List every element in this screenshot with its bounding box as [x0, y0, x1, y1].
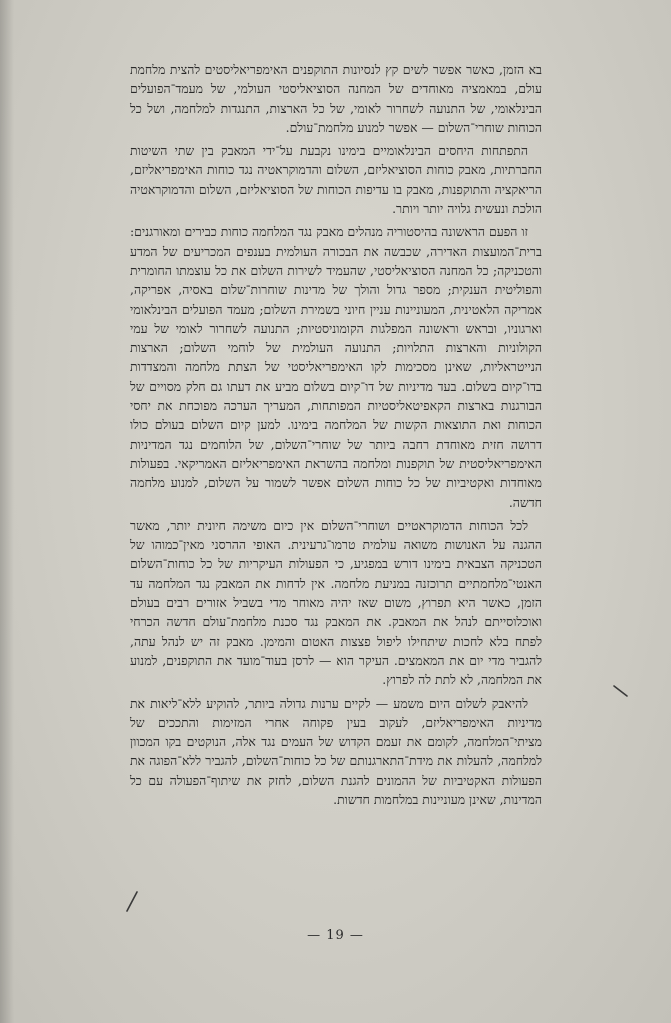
paragraph-1: בא הזמן, כאשר אפשר לשים קץ לנסיונות התוקפנים האימפריאליסטים להצית מלחמת עולם, במאמציה מאוחדים של המחנה הסוציאליסטי העולמי, של מעמד־הפועלים הבינלאומי, של התנועה לשחרור לאומי, של כל הארצות, התנגדות למלחמה, ושל כל הכוחות שוחרי־השלום — אפשר למנוע מלחמת־עולם. [130, 62, 542, 135]
paragraph-3: זו הפעם הראשונה בהיסטוריה מנהלים מאבק נגד המלחמה כוחות כבירים ומאורגנים: ברית־המועצות האדירה, שכבשה את הבכורה העולמית בענפים המכריעים של המדע והטכניקה; כל המחנה הסוציאליסטי, שהעמיד לשירות השלום את כל עוצמתו החומרית והפוליטית הענקית; מספר גדול והולך של מדינות שוחרות־שלום באסיה, אפריקה, אמריקה הלאטינית, המעוניינות עניין חיוני בשמירת השלום; מעמד הפועלים הבינלאומי וארגוניו, ובראש וראשונה המפלגות הקומוניסטיות; התנועה לשחרור לאומי של עמי הקולוניות והארצות התלויות; התנועה העולמית של לוחמי השלום; הארצות הנייטראליות, שאינן מסכימות לקו האימפריאליסטי של הצתת מלחמה והמצדדות בדו־קיום בשלום. בעד מדיניות של דו־קיום בשלום מביע את דעתו גם חלק מסויים של הבורגנות בארצות הקאפיטאליסטיות המפותחות, המעריך הערכה מפוכחת את יחסי הכוחות ואת התוצאות הקשות של המלחמה בימינו. למען קיום השלום בעולם כולו דרושה חזית מאוחדת רחבה ביותר של שוחרי־השלום, של הלוחמים נגד המדיניות האימפריאליסטית של תוקפנות ומלחמה בהשראת האימפריאליזם האמריקאי. בפעולות מאוחדות ואקטיביות של כל כוחות השלום אפשר לשמור על השלום, למנוע מלחמה חדשה. [130, 224, 542, 510]
paragraph-5: להיאבק לשלום היום משמע — לקיים ערנות גדולה ביותר, להוקיע ללא־ליאות את מדיניות האימפריאליזם, לעקוב בעין פקוחה אחרי המזימות והתככים של מציתי־המלחמה, לקומם את זעמם הקדוש של העמים נגד אלה, הנוקטים בקו המכוון למלחמה, להעלות את מידת־התארגנותם של כל כוחות־השלום, להגביר ללא־הפוגה את הפעולות האקטיביות של ההמונים להגנת השלום, לחזק את שיתוף־הפעולה עם כל המדינות, שאינן מעוניינות במלחמות חדשות. [130, 695, 542, 807]
page-number: — 19 — [307, 928, 364, 943]
page-edge-shadow [0, 0, 14, 1023]
body-text [130, 60, 542, 813]
paragraph-4: לכל הכוחות הדמוקראטיים ושוחרי־השלום אין כיום משימה חיונית יותר, מאשר ההגנה על האנושות משואה עולמית טרמו־גרעינית. האופי ההרסני מאין־כמוהו של הטכניקה הצבאית בימינו דורש במפגיע, כי הפעולות העיקריות של כל כוחות־השלום האנטי־מלחמתיים תרוכזנה במניעת מלחמה. אין לדחות את המאבק נגד המלחמה עד הזמן, כאשר היא תפרוץ, משום שאז יהיה מאוחר מדי בשביל אזורים רבים בעולם ואוכלוסייתם לנהל את המאבק. את המאבק נגד סכנת מלחמת־עולם חדשה הכרחי לפתח בלא לחכות שיתחילו ליפול פצצות האטום והמימן. מאבק זה יש לנהל עתה, להגביר מדי יום את המאמצים. העיקר הוא — לרסן בעוד־מועד את התוקפנים, למנוע את המלחמה, לא לתת לה לפרוץ. [130, 517, 542, 688]
paragraph-2: התפתחות היחסים הבינלאומיים בימינו נקבעת על־ידי המאבק בין שתי השיטות החברתיות, מאבק כוחות הסוציאליזם, השלום והדמוקראטיה נגד כוחות האימפריאליזם, הריאקציה והתוקפנות, מאבק בו עדיפות הכוחות של הסוציאליזם, השלום והדמוקראטיה הולכת ונעשית גלויה יותר ויותר. [130, 143, 542, 217]
pencil-mark-icon [124, 890, 140, 914]
pencil-mark-icon [612, 684, 630, 698]
